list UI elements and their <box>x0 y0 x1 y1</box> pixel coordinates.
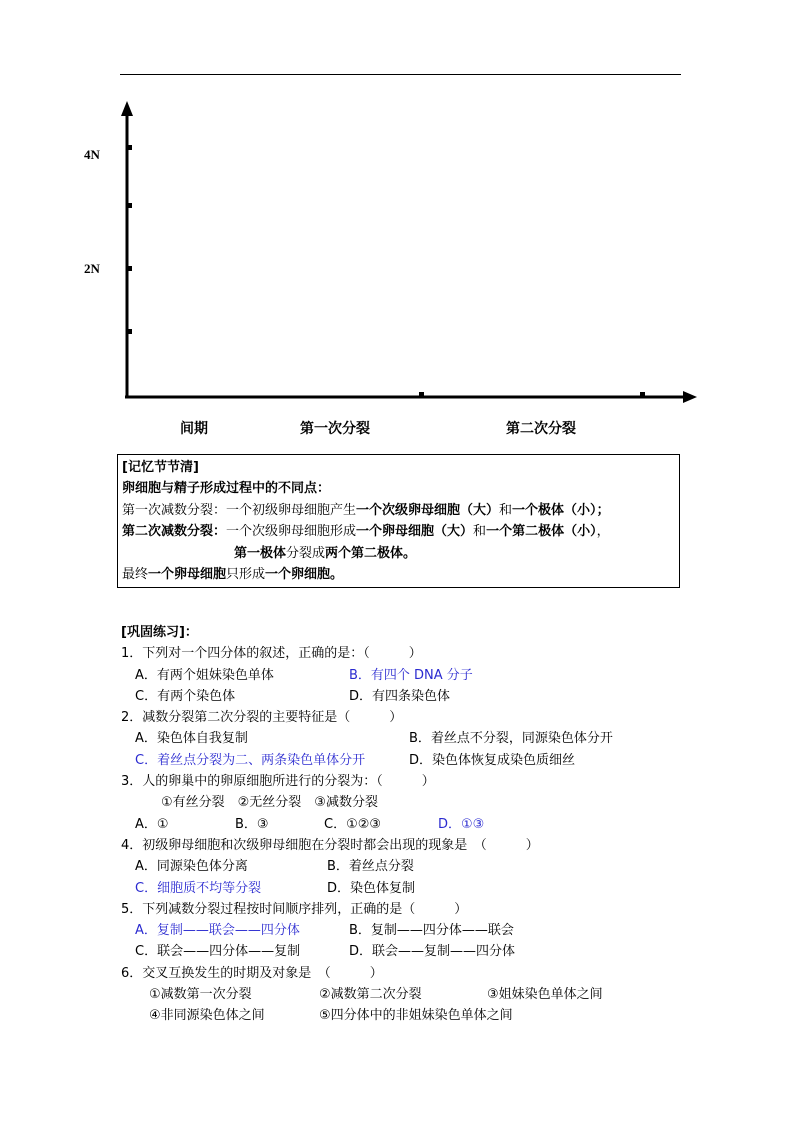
memo-text: ， <box>596 524 610 540</box>
memo-heading: 卵细胞与精子形成过程中的不同点： <box>122 481 331 497</box>
q6-stem: 6．交叉互换发生的时期及对象是 （ ） <box>121 965 383 981</box>
memo-bold: 一个卵母细胞（大） <box>356 524 474 540</box>
q1-option-c: C．有两个染色体 <box>135 688 236 704</box>
q6-item-3: ③姐妹染色单体之间 <box>487 987 603 1003</box>
q5-option-b: B．复制——四分体——联会 <box>349 923 514 939</box>
x-tick-1 <box>419 392 424 396</box>
exercise-title: [巩固练习]： <box>121 625 198 640</box>
q2-options-ab <box>121 728 681 749</box>
q3-items-text: ①有丝分裂 ②无丝分裂 ③减数分裂 <box>161 795 378 811</box>
q4-option-a: A．同源染色体分离 <box>135 859 248 875</box>
q5-option-c: C．联会——四分体——复制 <box>135 944 301 960</box>
memo-text: 一个次级卵母细胞形成 <box>226 524 357 540</box>
memo-line-2 <box>122 521 675 542</box>
memo-line-1 <box>122 500 675 521</box>
x-label-second-division: 第二次分裂 <box>506 421 576 437</box>
y-tick-3n <box>128 203 132 208</box>
memo-bold: 一个卵细胞。 <box>265 567 344 583</box>
q4-stem: 4．初级卵母细胞和次级卵母细胞在分裂时都会出现的现象是 （ ） <box>121 837 539 853</box>
q1-options-ab <box>121 665 681 686</box>
memo-text: 和 <box>499 502 513 518</box>
memo-text: 和 <box>473 524 487 540</box>
q3-option-c: C．①②③ <box>324 816 382 832</box>
q3-stem: 3．人的卵巢中的卵原细胞所进行的分裂为：（ ） <box>121 774 435 790</box>
q2-option-c: C．着丝点分裂为二、两条染色单体分开 <box>135 752 366 768</box>
memo-text: 第一次减数分裂：一个初级卵母细胞产生 <box>122 502 357 518</box>
memo-text: 只形成 <box>226 567 266 583</box>
memo-bold: 一个次级卵母细胞（大） <box>356 502 500 518</box>
q4-options-cd <box>121 878 681 899</box>
y-axis-arrow <box>121 101 133 116</box>
q6-item-5: ⑤四分体中的非姐妹染色单体之间 <box>319 1008 513 1024</box>
q5-stem: 5．下列减数分裂过程按时间顺序排列，正确的是（ ） <box>121 901 468 917</box>
q1-option-a: A．有两个姐妹染色单体 <box>135 667 274 683</box>
q5-option-d: D．联会——复制——四分体 <box>349 944 516 960</box>
q4-option-c: C．细胞质不均等分裂 <box>135 880 262 896</box>
y-tick-2n <box>128 266 132 271</box>
memo-text: 分裂成 <box>286 545 326 561</box>
y-label-2n: 2N <box>84 261 100 276</box>
q1-stem: 1．下列对一个四分体的叙述，正确的是：（ ） <box>121 646 422 662</box>
q6-item-4: ④非同源染色体之间 <box>149 1008 265 1024</box>
q3-option-d: D．①③ <box>438 816 485 832</box>
memo-bold: 一个极体（小） <box>512 502 597 518</box>
q3-items <box>121 792 681 813</box>
memo-title: [记忆节节清] <box>122 460 199 475</box>
memo-bold: 一个第二极体（小） <box>486 524 597 540</box>
q2-stem: 2．减数分裂第二次分裂的主要特征是（ ） <box>121 710 403 726</box>
x-label-first-division: 第一次分裂 <box>300 421 370 437</box>
q1-options-cd <box>121 686 681 707</box>
q1-option-b: B．有四个 DNA 分子 <box>349 667 473 683</box>
memo-bold: 两个第二极体。 <box>325 545 417 561</box>
q2-option-a: A．染色体自我复制 <box>135 731 248 747</box>
q2-option-b: B．着丝点不分裂，同源染色体分开 <box>409 731 613 747</box>
memo-line-4 <box>122 564 675 585</box>
x-label-interphase: 间期 <box>180 421 208 437</box>
y-tick-1n <box>128 329 132 334</box>
q6-item-2: ②减数第二次分裂 <box>319 987 422 1003</box>
memo-line-3 <box>122 543 675 564</box>
memory-box <box>117 454 680 588</box>
memo-text: 最终 <box>122 567 149 583</box>
q6-items-row-1 <box>121 984 681 1005</box>
q5-options-cd <box>121 941 681 962</box>
q4-options-ab <box>121 856 681 877</box>
memo-bold: 第二次减数分裂： <box>122 524 227 540</box>
q6-item-1: ①减数第一次分裂 <box>149 987 252 1003</box>
memo-bold: 第一极体 <box>234 545 287 561</box>
q3-options <box>121 814 681 835</box>
y-label-4n: 4N <box>84 147 100 162</box>
q3-option-b: B．③ <box>235 816 269 832</box>
exercise-section <box>121 622 681 1027</box>
q2-options-cd <box>121 750 681 771</box>
y-tick-4n <box>128 145 132 150</box>
q4-option-b: B．着丝点分裂 <box>327 859 414 875</box>
blank-chart-axes <box>0 0 800 420</box>
q3-option-a: A．① <box>135 816 169 832</box>
q5-options-ab <box>121 920 681 941</box>
q5-option-a: A．复制——联会——四分体 <box>135 923 300 939</box>
q6-items-row-2 <box>121 1005 681 1026</box>
memo-bold: ； <box>596 502 610 518</box>
memo-bold: 一个卵母细胞 <box>148 567 227 583</box>
q4-option-d: D．染色体复制 <box>327 880 416 896</box>
x-axis-arrow <box>683 391 697 403</box>
x-tick-2 <box>640 392 645 396</box>
q1-option-d: D．有四条染色体 <box>349 688 451 704</box>
q2-option-d: D．染色体恢复成染色质细丝 <box>409 752 576 768</box>
